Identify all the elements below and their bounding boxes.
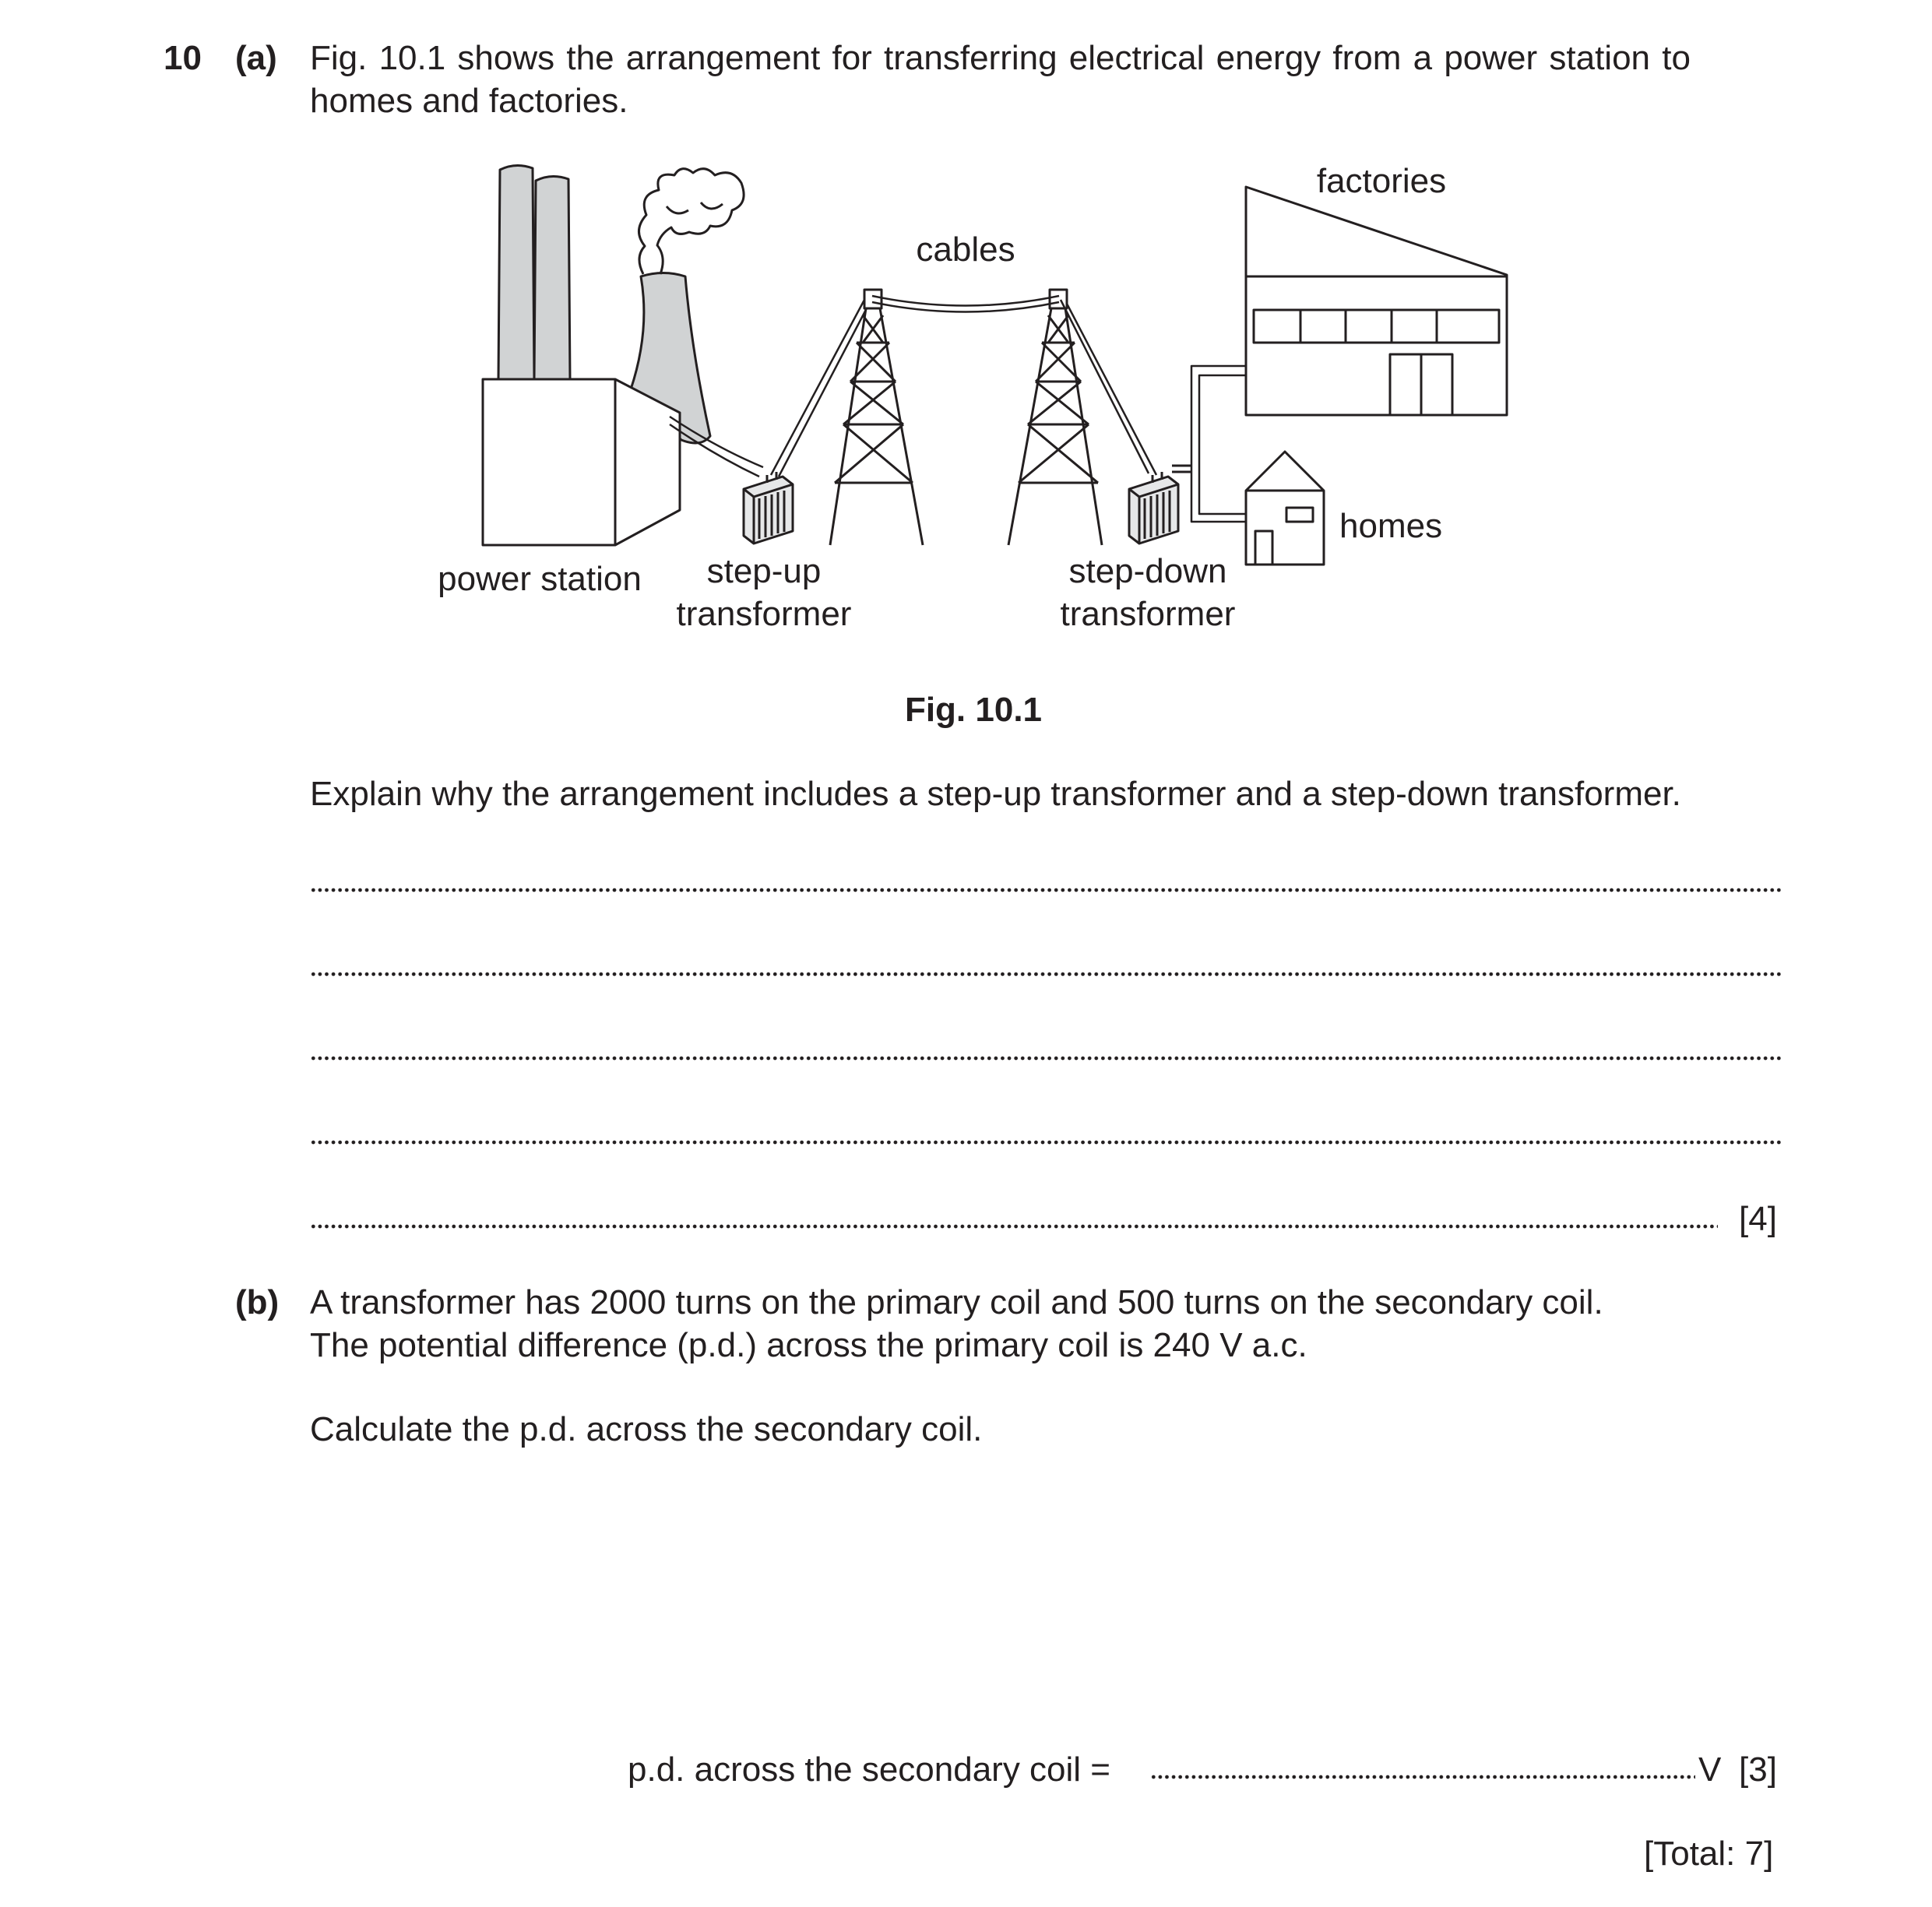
label-step-up-line1: step-up	[706, 552, 822, 590]
answer-line-4[interactable]	[310, 1138, 1782, 1146]
total-marks: [Total: 7]	[1644, 1835, 1774, 1873]
answer-line-1[interactable]	[310, 886, 1782, 894]
answer-line-3[interactable]	[310, 1054, 1782, 1062]
power-station-chimneys	[498, 165, 570, 379]
pylon-left-icon	[830, 290, 923, 545]
part-a-intro-line2: homes and factories.	[310, 82, 628, 120]
answer-line-2[interactable]	[310, 970, 1782, 978]
label-step-up-line2: transformer	[676, 595, 852, 633]
house-icon	[1246, 452, 1324, 565]
question-number: 10	[164, 39, 202, 77]
overhead-cables	[872, 296, 1059, 312]
part-b-answer-label: p.d. across the secondary coil =	[628, 1750, 1110, 1789]
part-a-intro-line1: Fig. 10.1 shows the arrangement for transferring electrical energy from a power station to	[310, 39, 1691, 77]
part-b-prompt: Calculate the p.d. across the secondary coil.	[310, 1410, 983, 1448]
steam-cloud	[639, 169, 744, 274]
figure-10-1-diagram	[0, 0, 1932, 701]
part-a-marks: [4]	[1739, 1200, 1777, 1238]
figure-caption: Fig. 10.1	[904, 691, 1043, 729]
label-cables: cables	[916, 230, 1015, 269]
part-b-marks: [3]	[1739, 1750, 1777, 1789]
part-b-answer-unit: V	[1698, 1750, 1722, 1789]
step-up-transformer-icon	[744, 472, 793, 544]
part-b-line2: The potential difference (p.d.) across the primary coil is 240 V a.c.	[310, 1326, 1307, 1364]
answer-line-5[interactable]	[310, 1223, 1718, 1230]
label-power-station: power station	[438, 560, 642, 598]
part-b-answer-line[interactable]	[1150, 1773, 1695, 1781]
label-homes: homes	[1339, 507, 1443, 545]
power-station-building	[483, 379, 680, 545]
part-a-label: (a)	[235, 39, 277, 77]
factory-building-icon	[1246, 187, 1507, 415]
part-b-line1: A transformer has 2000 turns on the primary coil and 500 turns on the secondary coil.	[310, 1283, 1603, 1321]
label-factories: factories	[1316, 162, 1447, 200]
part-b-label: (b)	[235, 1283, 280, 1321]
label-step-down-line1: step-down	[1068, 552, 1227, 590]
part-a-prompt: Explain why the arrangement includes a step-up transformer and a step-down transformer.	[310, 775, 1681, 813]
step-down-transformer-icon	[1129, 466, 1191, 544]
pylon-right-icon	[1008, 290, 1102, 545]
label-step-down-line2: transformer	[1060, 595, 1236, 633]
